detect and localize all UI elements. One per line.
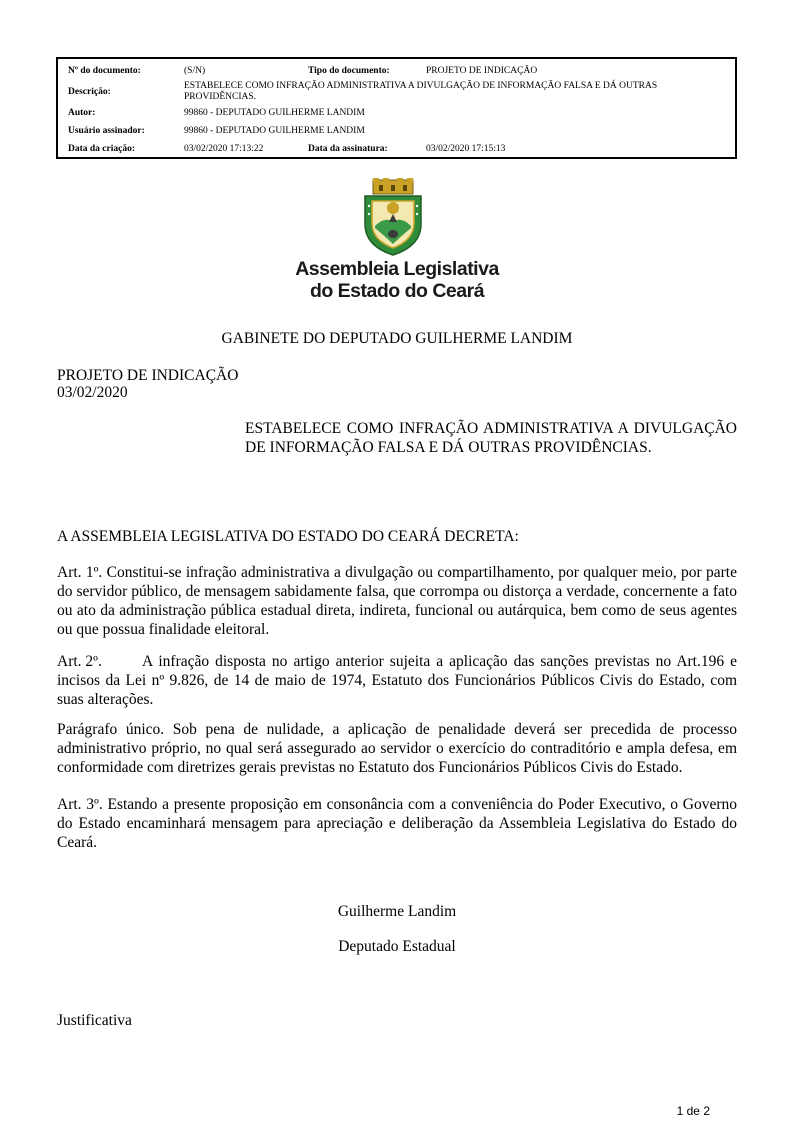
institution-name-line1: Assembleia Legislativa xyxy=(295,258,499,280)
article-2: A infração disposta no artigo anterior sujeita a aplicação das sanções previstas no Art.196 e incisos da Lei nº 9.826, de 14 de maio de 1974, Estatuto dos Funcionários Públicos Civis do Estado, com suas alterações. xyxy=(57,653,737,708)
signed-value: 03/02/2020 17:15:13 xyxy=(426,144,506,154)
author-label: Autor: xyxy=(68,108,96,118)
doc-type-label: Tipo do documento: xyxy=(308,66,390,76)
signer-label: Usuário assinador: xyxy=(68,126,145,136)
created-label: Data da criação: xyxy=(68,144,136,154)
description-value: ESTABELECE COMO INFRAÇÃO ADMINISTRATIVA A DIVULGAÇÃO DE INFORMAÇÃO FALSA E DÁ OUTRAS PROVIDÊNCIAS. xyxy=(184,81,658,102)
institution-name-line2: do Estado do Ceará xyxy=(309,280,485,302)
article-3: Art. 3º. Estando a presente proposição em consonância com a conveniência do Poder Executivo, o Governo do Estado encaminhará mensagem para apreciação e deliberação da Assembleia Legislativa do Estado do Ceará. xyxy=(57,796,737,851)
ementa: ESTABELECE COMO INFRAÇÃO ADMINISTRATIVA A DIVULGAÇÃO DE INFORMAÇÃO FALSA E DÁ OUTRAS PROVIDÊNCIAS. xyxy=(245,420,737,456)
document-type: PROJETO DE INDICAÇÃO xyxy=(57,367,239,384)
document-date: 03/02/2020 xyxy=(57,384,128,401)
page-number: 1 de 2 xyxy=(676,1104,710,1118)
decree-heading: A ASSEMBLEIA LEGISLATIVA DO ESTADO DO CEARÁ DECRETA: xyxy=(57,528,519,545)
created-value: 03/02/2020 17:13:22 xyxy=(184,144,264,154)
coat-of-arms-logo xyxy=(359,178,427,256)
doc-type-value: PROJETO DE INDICAÇÃO xyxy=(426,66,538,76)
cabinet-heading: GABINETE DO DEPUTADO GUILHERME LANDIM xyxy=(221,330,573,347)
justification-heading: Justificativa xyxy=(57,1012,132,1029)
article-2-label: Art. 2º. xyxy=(57,653,102,670)
doc-number-value: (S/N) xyxy=(184,66,206,76)
document-metadata-box xyxy=(56,57,737,159)
article-1: Art. 1º. Constitui-se infração administrativa a divulgação ou compartilhamento, por qualquer meio, por parte do servidor público, de mensagem sabidamente falsa, que corrompa ou distorça a verdade, concernente a fato ou ato da administração pública estadual direta, indireta, funcional ou autárquica, bem como de seus agentes ou que possua finalidade eleitoral. xyxy=(57,564,737,638)
description-label: Descrição: xyxy=(68,87,111,97)
signed-label: Data da assinatura: xyxy=(308,144,388,154)
signature-name: Guilherme Landim xyxy=(337,903,457,920)
sole-paragraph: Parágrafo único. Sob pena de nulidade, a aplicação de penalidade deverá ser precedida de processo administrativo próprio, no qual será assegurado ao servidor o exercício do contraditório e ampla defesa, em conformidade com diretrizes gerais previstas no Estatuto dos Funcionários Públicos Civis do Estado. xyxy=(57,721,737,776)
signature-role: Deputado Estadual xyxy=(338,938,456,955)
author-value: 99860 - DEPUTADO GUILHERME LANDIM xyxy=(184,108,365,118)
doc-number-label: Nº do documento: xyxy=(68,66,141,76)
signer-value: 99860 - DEPUTADO GUILHERME LANDIM xyxy=(184,126,365,136)
